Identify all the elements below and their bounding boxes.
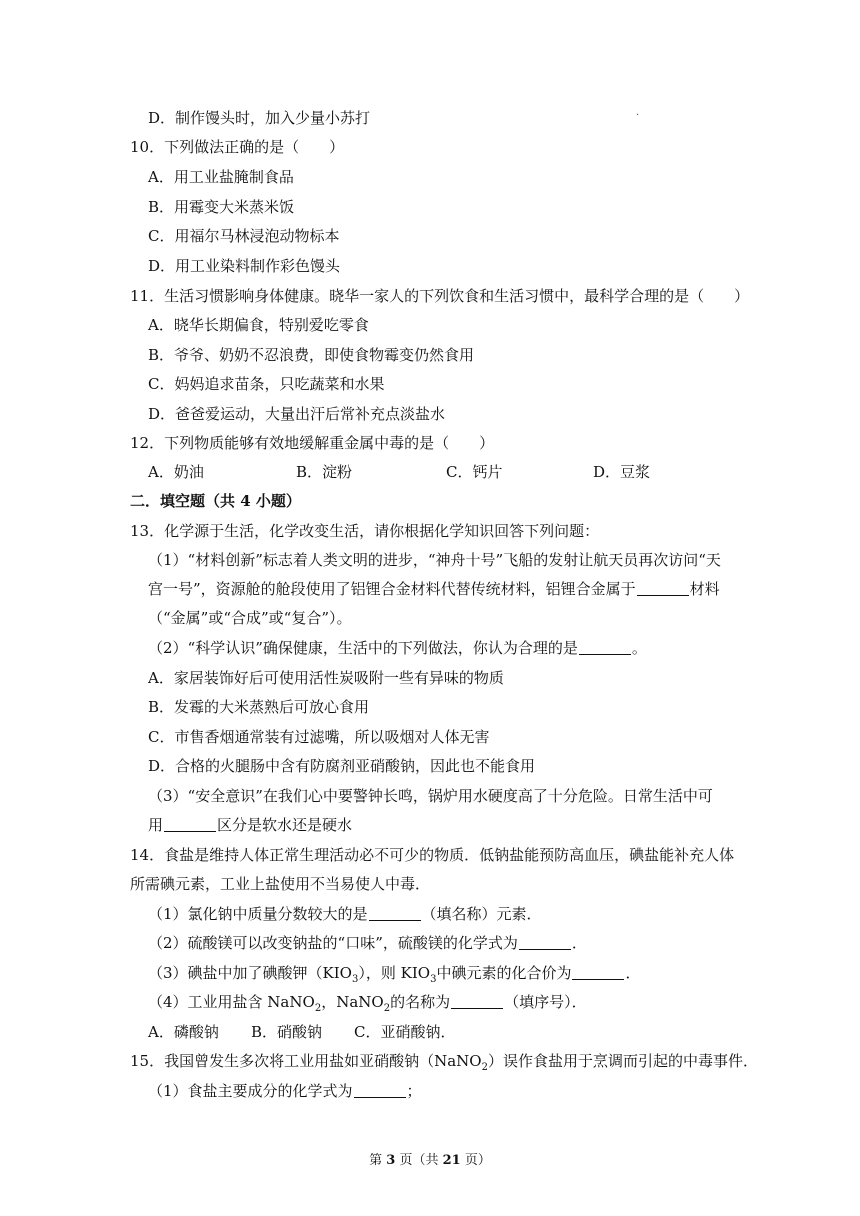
q10-option-a: A．用工业盐腌制食品 — [148, 168, 294, 186]
answer-blank — [519, 935, 571, 950]
q10-option-c: C．用福尔马林浸泡动物标本 — [148, 227, 340, 245]
q13-part3-line1: （3）“安全意识”在我们心中要警钟长鸣，锅炉用水硬度高了十分危险。日常生活中可 — [148, 787, 713, 805]
answer-blank — [637, 581, 689, 596]
q13-part1-line2: 宫一号”，资源舱的舱段使用了铝锂合金材料代替传统材料，铝锂合金属于 材料 — [148, 580, 720, 598]
q14-part1: （1）氯化钠中质量分数较大的是 （填名称）元素． — [148, 905, 542, 923]
q11-option-c: C．妈妈追求苗条，只吃蔬菜和水果 — [148, 375, 385, 393]
q14-option-c: C．亚硝酸钠． — [354, 1023, 456, 1041]
q15-part1: （1）食盐主要成分的化学式为 ； — [148, 1082, 422, 1100]
q13-stem: 13．化学源于生活，化学改变生活，请你根据化学知识回答下列问题： — [130, 522, 600, 540]
q13-option-c: C．市售香烟通常装有过滤嘴，所以吸烟对人体无害 — [148, 728, 490, 746]
q14-stem-line1: 14．食盐是维持人体正常生理活动必不可少的物质．低钠盐能预防高血压，碘盐能补充人体 — [130, 846, 735, 864]
q14-option-a: A．磷酸钠 — [148, 1023, 219, 1041]
answer-blank — [354, 1083, 406, 1098]
section-heading-fill-in: 二．填空题（共 4 小题） — [130, 492, 301, 510]
answer-blank — [572, 965, 624, 980]
stray-dot-mark: · — [636, 110, 640, 121]
page-footer: 第 3 页（共 21 页） — [369, 1153, 491, 1168]
q13-option-a: A．家居装饰好后可使用活性炭吸附一些有异味的物质 — [148, 669, 504, 687]
q11-option-a: A．晓华长期偏食，特别爱吃零食 — [148, 316, 369, 334]
answer-blank — [164, 817, 216, 832]
q14-part3: （3）碘盐中加了碘酸钾$(KIO_3)$，则 $KIO_3$中碘元素的化合价为 ． — [148, 964, 641, 985]
q14-part4: （4）工业用盐含 NaNO$_2$，NaNO$_2$的名称为 （填序号）． — [148, 993, 587, 1014]
q13-option-b: B．发霉的大米蒸熟后可放心食用 — [148, 698, 370, 716]
q12-option-a: A．奶油 — [148, 463, 204, 481]
q12-option-d: D．豆浆 — [593, 463, 651, 481]
q14-stem-line2: 所需碘元素，工业上盐使用不当易使人中毒． — [130, 875, 431, 893]
answer-blank — [369, 906, 421, 921]
q14-option-b: B．硝酸钠 — [251, 1023, 323, 1041]
q13-option-d: D．合格的火腿肠中含有防腐剂亚硝酸钠，因此也不能食用 — [148, 757, 536, 775]
q11-option-b: B．爷爷、奶奶不忍浪费，即使食物霉变仍然食用 — [148, 346, 475, 364]
q12-stem: 12．下列物质能够有效地缓解重金属中毒的是（ ） — [130, 434, 495, 452]
q10-option-b: B．用霉变大米蒸米饭 — [148, 198, 295, 216]
q15-stem: 15．我国曾发生多次将工业用盐如亚硝酸钠（NaNO$_2$）误作食盐用于烹调而引起的中毒事件． — [130, 1052, 758, 1073]
q12-option-b: B．淀粉 — [296, 463, 353, 481]
q11-option-d: D．爸爸爱运动，大量出汗后常补充点淡盐水 — [148, 405, 446, 423]
q13-part1-line1: （1）“材料创新”标志着人类文明的进步，“神舟十号”飞船的发射让航天员再次访问“天 — [148, 551, 721, 569]
answer-blank — [451, 994, 503, 1009]
q13-part2: （2）“科学认识”确保健康，生活中的下列做法，你认为合理的是 。 — [148, 639, 647, 657]
q11-stem: 11．生活习惯影响身体健康。晓华一家人的下列饮食和生活习惯中，最科学合理的是（ ） — [130, 287, 750, 305]
q13-part3-line2: 用 区分是软水还是硬水 — [148, 816, 353, 834]
q9-option-d: D．制作馒头时，加入少量小苏打 — [148, 109, 371, 127]
q12-option-c: C．钙片 — [446, 463, 503, 481]
q13-part1-line3: （“金属”或“合成”或“复合”）。 — [148, 609, 352, 627]
q10-stem: 10．下列做法正确的是（ ） — [130, 138, 345, 156]
answer-blank — [579, 640, 631, 655]
q10-option-d: D．用工业染料制作彩色馒头 — [148, 257, 341, 275]
q14-part2: （2）硫酸镁可以改变钠盐的“口味”，硫酸镁的化学式为 ． — [148, 934, 587, 952]
